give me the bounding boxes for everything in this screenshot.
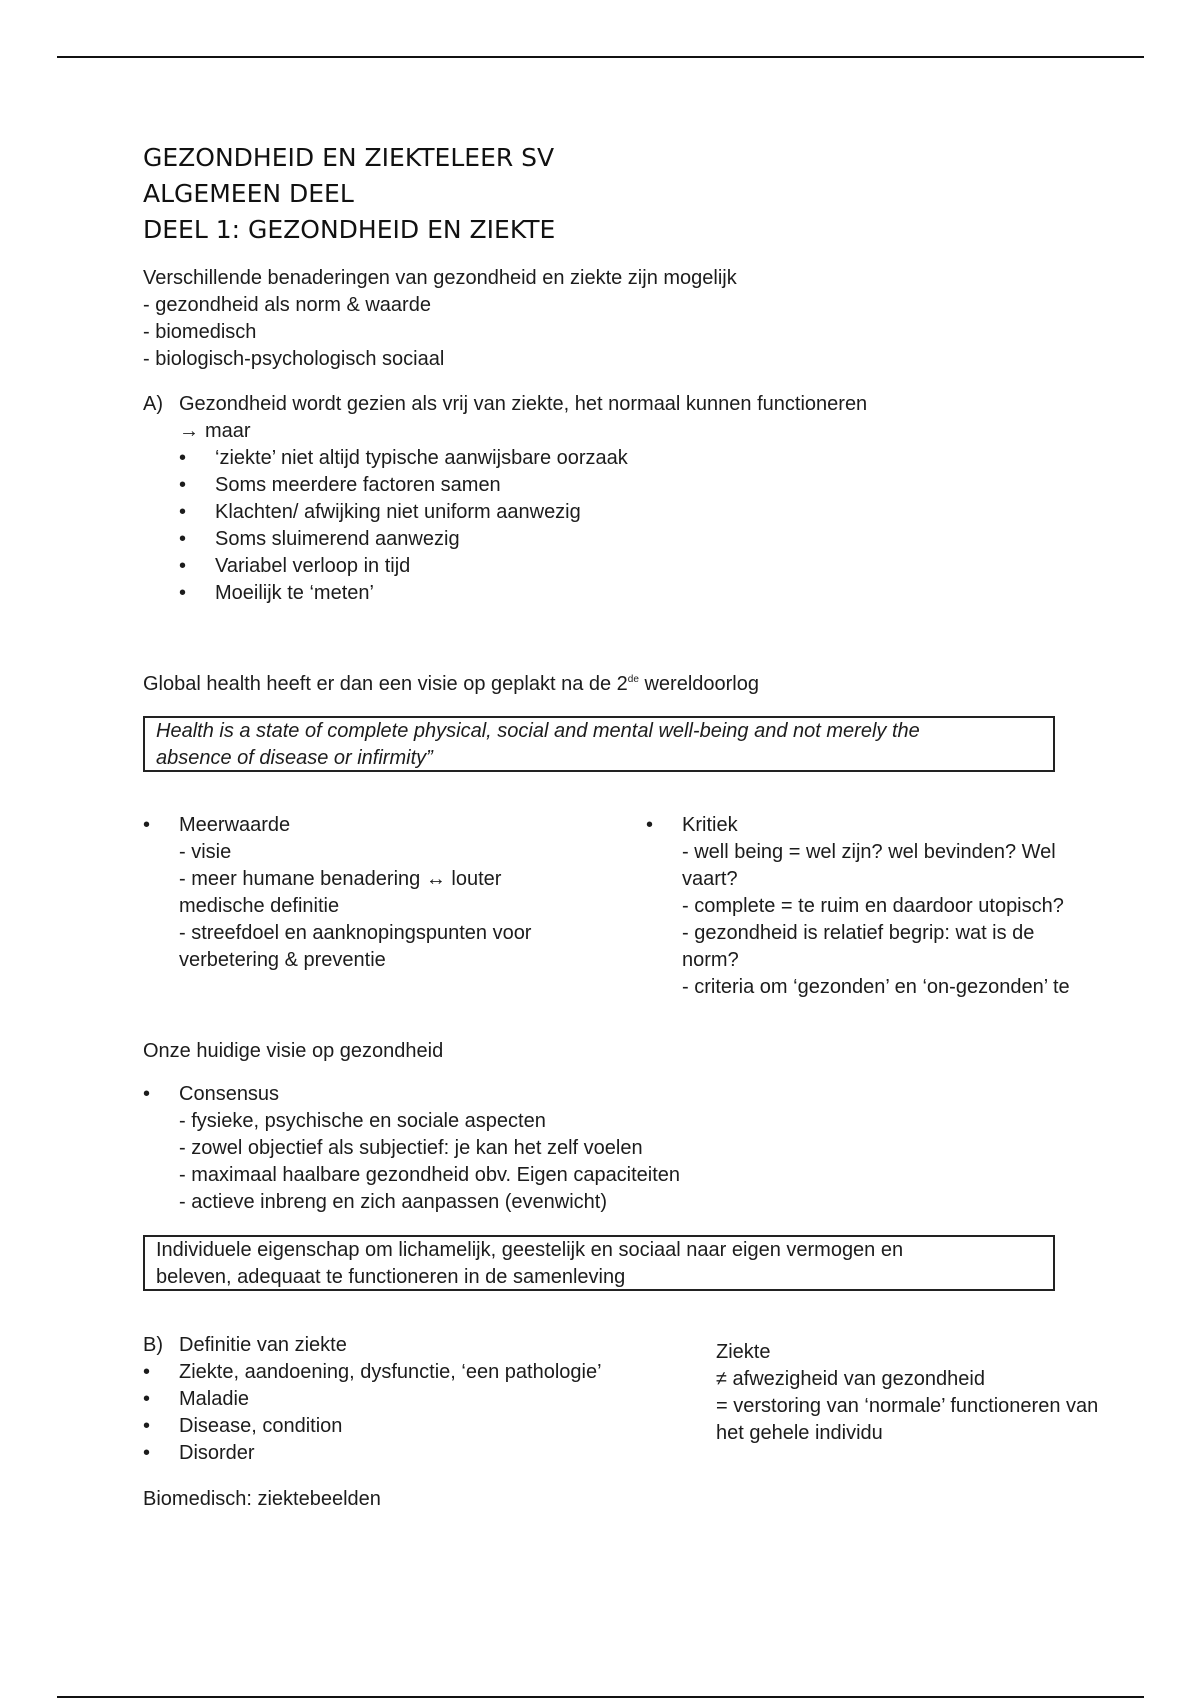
ziekte-note [716,1339,1156,1447]
arrow-right-icon: → [179,420,199,442]
section-b [143,1332,703,1467]
who-definition-line: Health is a state of complete physical, social and mental well-being and not merely the [156,720,920,742]
ziekte-note-line: = verstoring van ‘normale’ functioneren van [716,1395,1099,1417]
section-b-text: Definitie van ziekte [179,1334,347,1356]
kritiek-column [646,812,1146,1001]
health-definition-line: beleven, adequaat te functioneren in de samenleving [156,1266,626,1288]
global-health-text: Global health heeft er dan een visie op geplakt na de 2 [143,673,628,695]
global-health-text-end: wereldoorlog [638,673,759,695]
list-item: • Soms meerdere factoren samen [179,472,1093,499]
meerwaarde-column [143,812,613,974]
who-definition-line: absence of disease or infirmity” [156,747,433,769]
ziekte-note-line: het gehele individu [716,1422,883,1444]
title-line-1: GEZONDHEID EN ZIEKTELEER SV [143,143,555,172]
intro-lead: Verschillende benaderingen van gezondheid en ziekte zijn mogelijk [143,267,737,289]
list-item: • Variabel verloop in tijd [179,553,1093,580]
who-definition-box [143,716,1055,772]
meerwaarde-line: - meer humane benadering ↔ louter [179,868,502,890]
consensus-line: - actieve inbreng en zich aanpassen (evenwicht) [179,1191,608,1213]
list-item: • ‘ziekte’ niet altijd typische aanwijsbare oorzaak [179,445,1093,472]
ziekte-note-line: ≠ afwezigheid van gezondheid [716,1368,985,1390]
health-definition-line: Individuele eigenschap om lichamelijk, geestelijk en sociaal naar eigen vermogen en [156,1239,904,1261]
intro-item: - biomedisch [143,321,257,343]
section-a-text: Gezondheid wordt gezien als vrij van ziekte, het normaal kunnen functioneren [179,393,868,415]
section-b-marker: B) [143,1334,163,1356]
intro-section [143,265,1093,373]
title-line-3: DEEL 1: GEZONDHEID EN ZIEKTE [143,215,556,244]
kritiek-line: - criteria om ‘gezonden’ en ‘on-gezonden’ te [682,976,1070,998]
consensus-line: - maximaal haalbare gezondheid obv. Eigen capaciteiten [179,1164,681,1186]
kritiek-line: vaart? [682,868,738,890]
list-item: • Soms sluimerend aanwezig [179,526,1093,553]
intro-item: - biologisch-psychologisch sociaal [143,348,445,370]
section-a-list [179,445,1093,607]
section-b-list [143,1359,703,1467]
consensus-line: - zowel objectief als subjectief: je kan het zelf voelen [179,1137,643,1159]
section-a [143,391,1093,607]
meerwaarde-line: medische definitie [179,895,340,917]
ziekte-note-line: Ziekte [716,1341,771,1363]
section-a-marker: A) [143,393,163,415]
kritiek-line: - well being = wel zijn? wel bevinden? Wel [682,841,1056,863]
kritiek-title: Kritiek [682,814,738,836]
meerwaarde-line: - streefdoel en aanknopingspunten voor [179,922,532,944]
list-item: • Ziekte, aandoening, dysfunctie, ‘een pathologie’ [143,1359,703,1386]
list-item: • Klachten/ afwijking niet uniform aanwezig [179,499,1093,526]
meerwaarde-line: - visie [179,841,232,863]
kritiek-line: - complete = te ruim en daardoor utopisch? [682,895,1064,917]
biomedisch-line: Biomedisch: ziektebeelden [143,1488,381,1510]
list-item: • Disease, condition [143,1413,703,1440]
ordinal-superscript: de [627,674,639,685]
meerwaarde-line: verbetering & preventie [179,949,386,971]
list-item: • Disorder [143,1440,703,1467]
meerwaarde-title: Meerwaarde [179,814,291,836]
document-title [143,140,555,248]
bottom-rule [57,1696,1144,1698]
maar-label: maar [205,420,251,442]
global-health-line [143,671,759,698]
consensus-section [143,1081,1093,1216]
huidige-visie-heading: Onze huidige visie op gezondheid [143,1040,444,1062]
health-definition-box [143,1235,1055,1291]
list-item: • Moeilijk te ‘meten’ [179,580,1093,607]
consensus-line: - fysieke, psychische en sociale aspecten [179,1110,546,1132]
list-item: • Maladie [143,1386,703,1413]
kritiek-line: norm? [682,949,739,971]
kritiek-line: - gezondheid is relatief begrip: wat is de [682,922,1035,944]
top-rule [57,56,1144,58]
title-line-2: ALGEMEEN DEEL [143,179,354,208]
consensus-title: Consensus [179,1083,280,1105]
intro-item: - gezondheid als norm & waarde [143,294,431,316]
